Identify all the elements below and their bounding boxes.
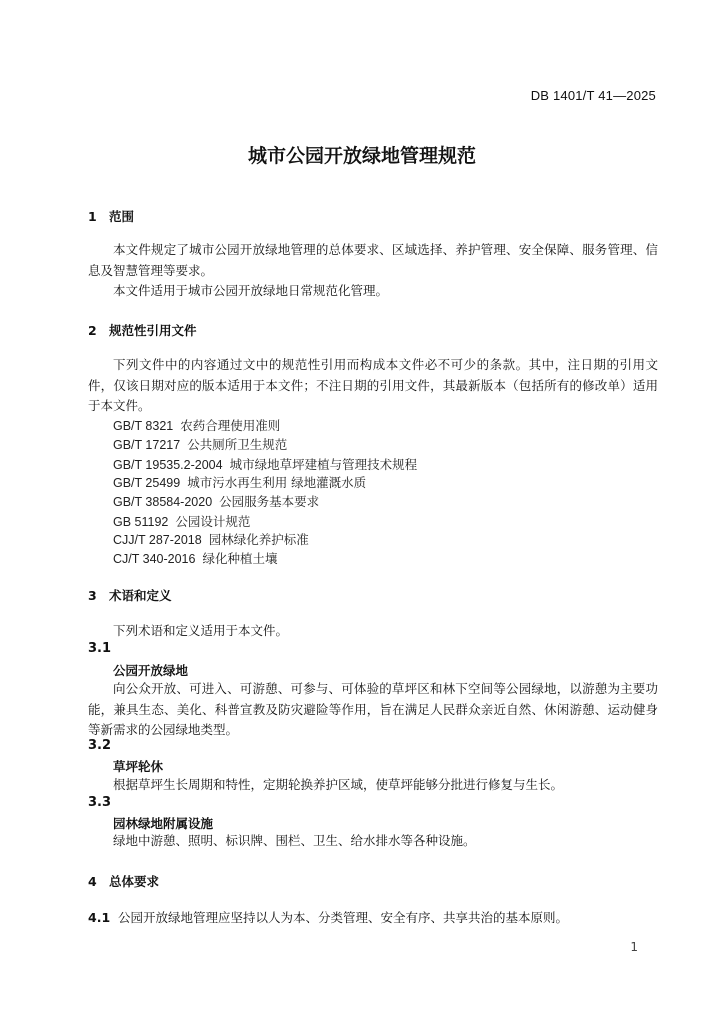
term-number: 3.3	[88, 795, 112, 810]
reference-item: GB/T 19535.2-2004 城市绿地草坪建植与管理技术规程	[113, 457, 418, 472]
section-number: 4	[88, 874, 97, 889]
term-definition: 向公众开放、可进入、可游憩、可参与、可体验的草坪区和林下空间等公园绿地，以游憩为主要功能，兼具生态、美化、科普宣教及防灾避险等作用，旨在满足人民群众亲近自然、休闲游憩、运动健身等新需求的公园绿地类型。	[88, 681, 658, 737]
section-1-paragraph-1: 本文件规定了城市公园开放绿地管理的总体要求、区域选择、养护管理、安全保障、服务管理、信息及智慧管理等要求。	[88, 242, 658, 278]
clause-number: 4.1	[88, 910, 111, 925]
section-1-heading	[88, 207, 134, 225]
page-number: 1	[630, 940, 638, 954]
reference-item: GB/T 8321 农药合理使用准则	[113, 418, 281, 433]
term-definition: 根据草坪生长周期和特性，定期轮换养护区域，使草坪能够分批进行修复与生长。	[113, 777, 564, 792]
section-title: 术语和定义	[109, 588, 172, 603]
reference-item: CJJ/T 287-2018 园林绿化养护标准	[113, 532, 309, 547]
clause-text: 公园开放绿地管理应坚持以人为本、分类管理、安全有序、共享共治的基本原则。	[118, 910, 569, 925]
reference-item: GB/T 38584-2020 公园服务基本要求	[113, 494, 320, 509]
section-3-heading	[88, 586, 172, 604]
reference-item: CJ/T 340-2016 绿化种植土壤	[113, 551, 278, 566]
section-number: 3	[88, 588, 97, 603]
section-2-paragraph: 下列文件中的内容通过文中的规范性引用而构成本文件必不可少的条款。其中，注日期的引用文件，仅该日期对应的版本适用于本文件；不注日期的引用文件，其最新版本（包括所有的修改单）适用于本文件。	[88, 357, 658, 413]
reference-item: GB/T 25499 城市污水再生利用 绿地灌溉水质	[113, 475, 367, 490]
section-3-intro: 下列术语和定义适用于本文件。	[113, 623, 289, 638]
term-name: 园林绿地附属设施	[113, 816, 214, 831]
section-number: 1	[88, 209, 97, 224]
document-title: 城市公园开放绿地管理规范	[247, 145, 476, 167]
clause-4-1	[88, 908, 668, 926]
section-1-paragraph-2: 本文件适用于城市公园开放绿地日常规范化管理。	[113, 283, 389, 298]
doc-code: DB 1401/T 41—2025	[530, 88, 656, 103]
reference-item: GB 51192 公园设计规范	[113, 514, 251, 529]
section-title: 总体要求	[109, 874, 160, 889]
section-title: 规范性引用文件	[109, 323, 197, 338]
reference-item: GB/T 17217 公共厕所卫生规范	[113, 437, 288, 452]
term-name: 公园开放绿地	[113, 663, 189, 678]
term-number: 3.1	[88, 641, 112, 656]
section-2-heading	[88, 321, 197, 339]
section-4-heading	[88, 872, 159, 890]
term-definition: 绿地中游憩、照明、标识牌、围栏、卫生、给水排水等各种设施。	[113, 833, 476, 848]
term-name: 草坪轮休	[113, 759, 164, 774]
section-title: 范围	[109, 209, 135, 224]
section-number: 2	[88, 323, 97, 338]
term-number: 3.2	[88, 738, 112, 753]
